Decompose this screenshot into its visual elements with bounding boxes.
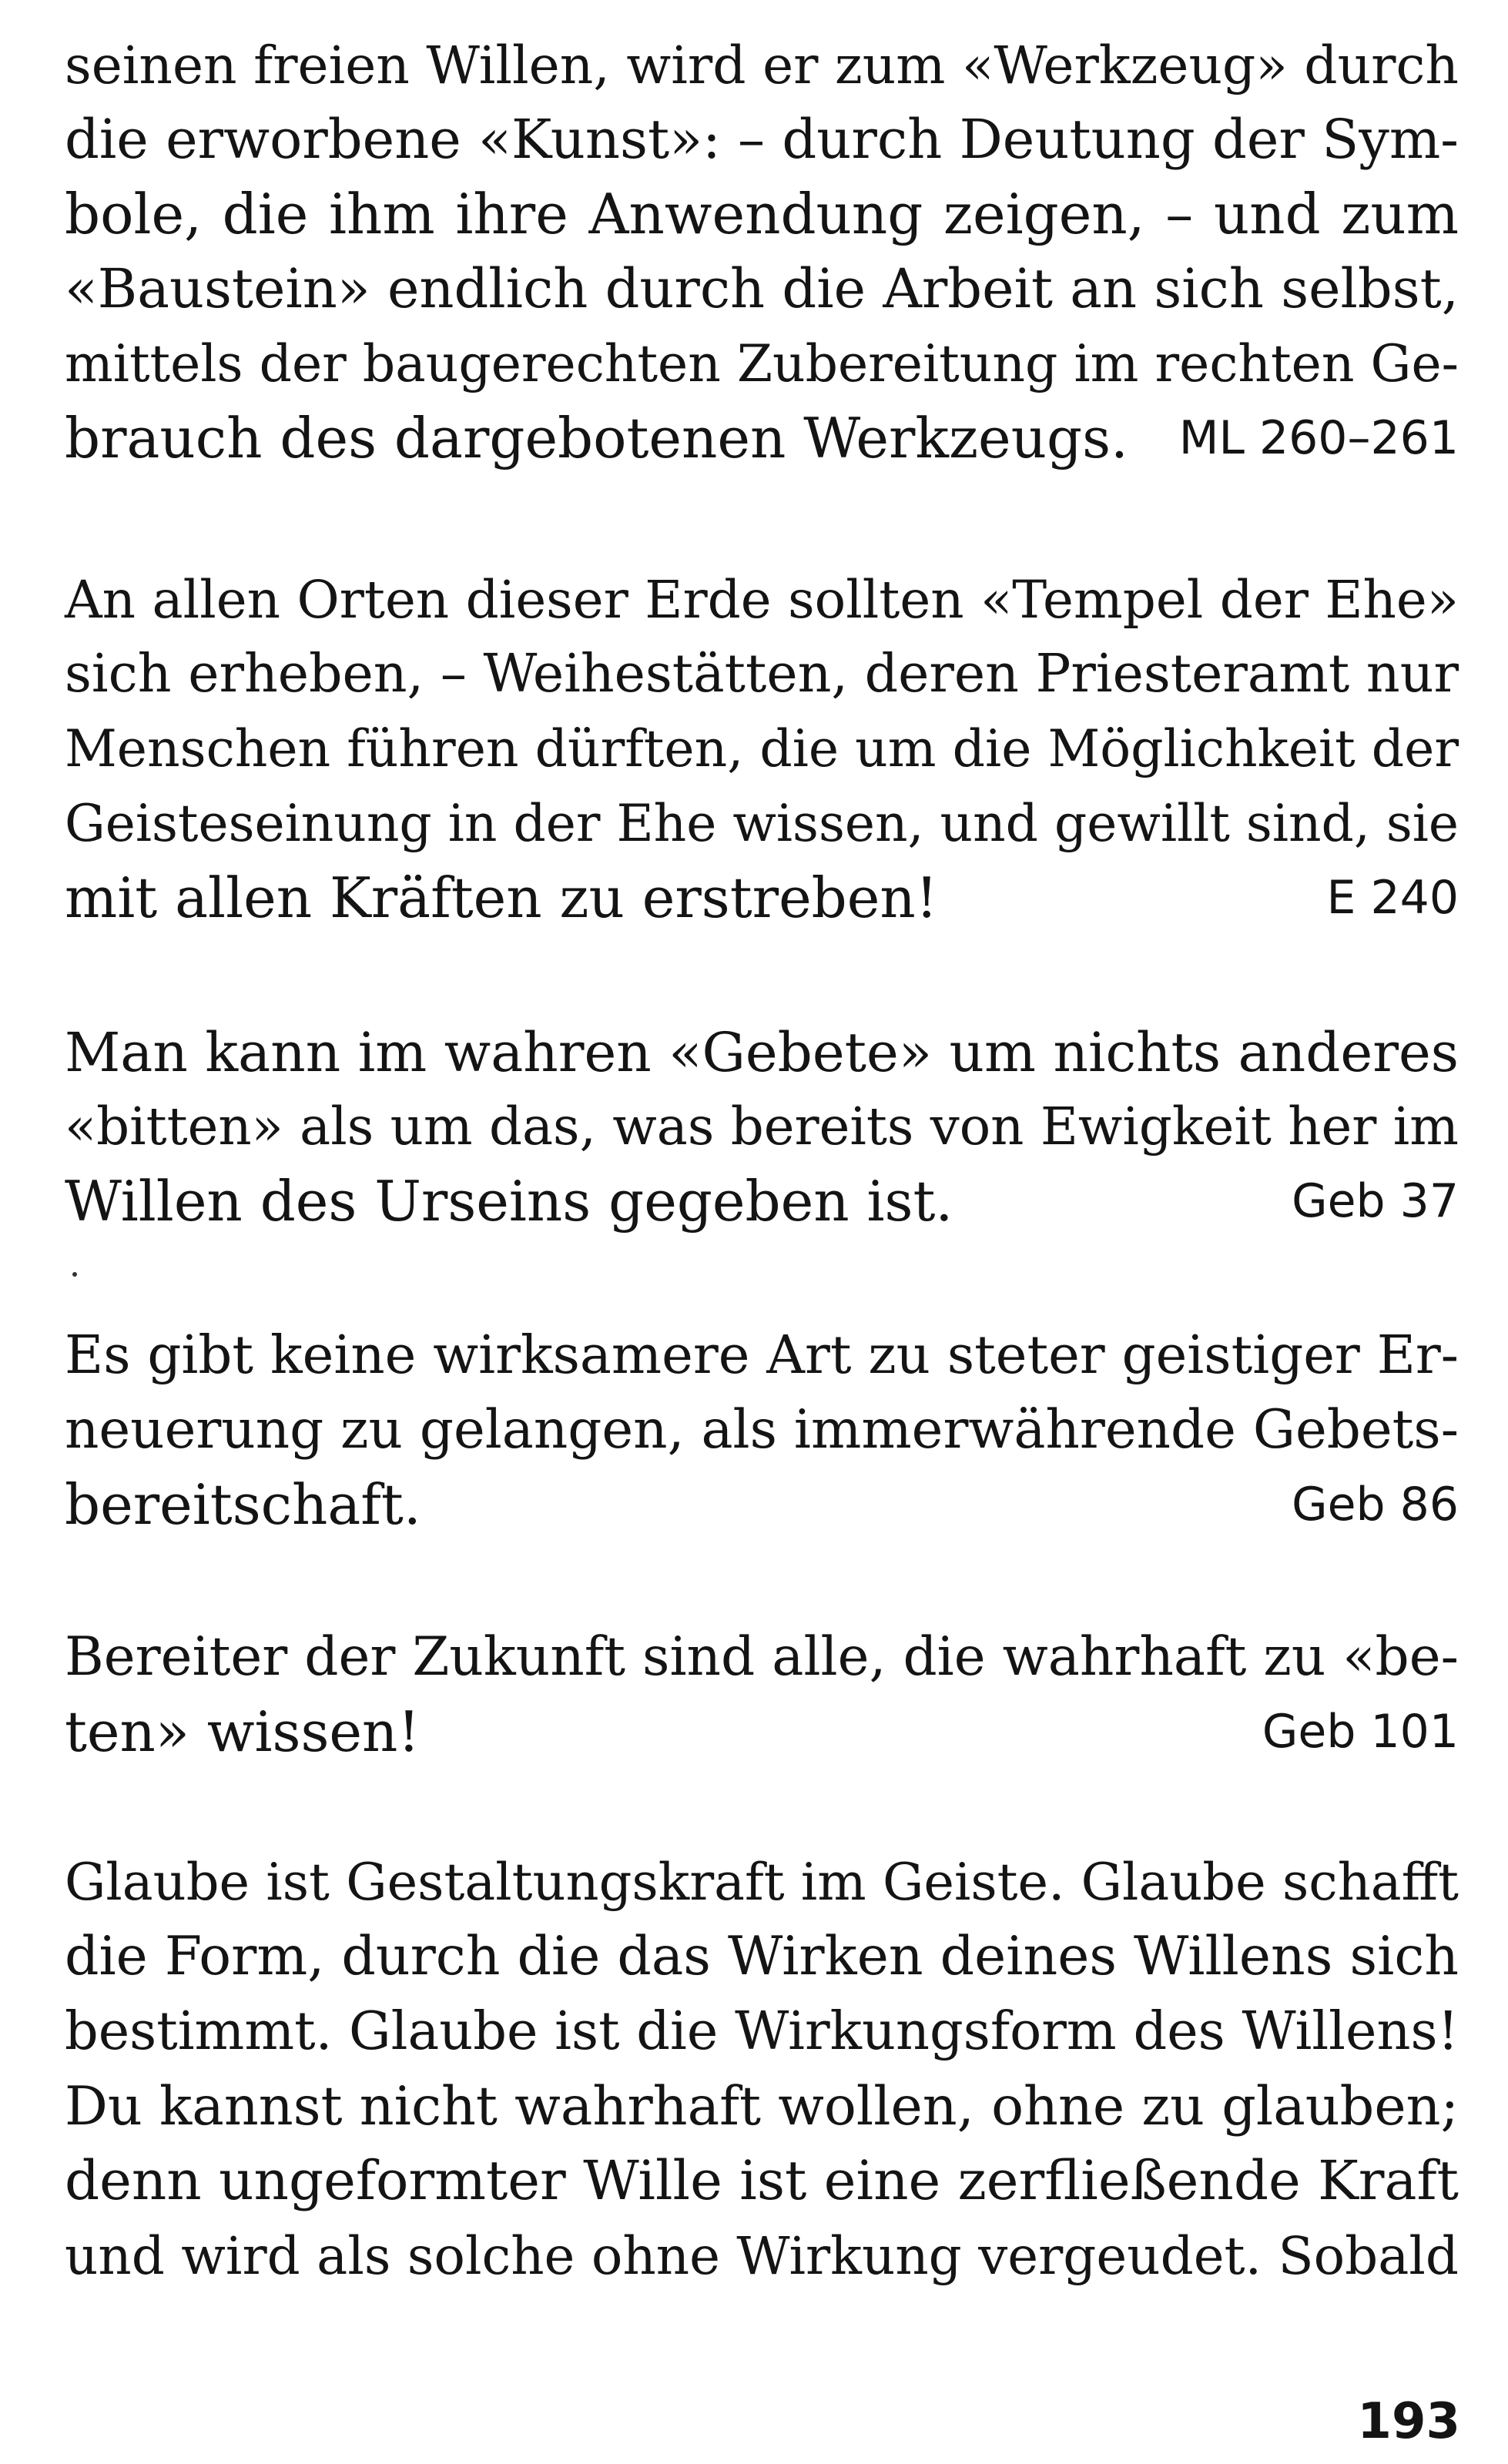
- text-line: Man kann im wahren «Gebete» um nichts anderes: [65, 1020, 1459, 1084]
- text-line: bereitschaft.: [65, 1472, 421, 1537]
- last-line: [65, 1468, 1459, 1542]
- quote-entry: [65, 28, 1459, 476]
- source-reference: ML 260–261: [1178, 411, 1459, 465]
- page-number: 193: [1357, 2393, 1460, 2450]
- text-line: sich erheben, – Weihestätten, deren Priesteramt nur: [65, 644, 1459, 705]
- last-line: [65, 401, 1459, 476]
- text-line: mit allen Kräften zu erstreben!: [65, 865, 938, 930]
- text-line: und wird als solche ohne Wirkung vergeudet. Sobald: [65, 2225, 1459, 2286]
- text-line: «bitten» als um das, was bereits von Ewigkeit her im: [65, 1096, 1459, 1157]
- source-reference: Geb 86: [1292, 1478, 1459, 1532]
- last-line: [65, 1164, 1459, 1239]
- text-line: Geisteseinung in der Ehe wissen, und gewillt sind, sie: [65, 794, 1459, 853]
- text-line: neuerung zu gelangen, als immerwährende Gebets-: [65, 1399, 1459, 1461]
- text-line: Bereiter der Zukunft sind alle, die wahrhaft zu «be-: [65, 1626, 1459, 1688]
- quote-entry: [65, 562, 1459, 936]
- text-line: Du kannst nicht wahrhaft wollen, ohne zu glauben;: [65, 2075, 1459, 2138]
- quote-entry: [65, 1845, 1459, 2293]
- quote-entry: [65, 1318, 1459, 1542]
- text-line: die Form, durch die das Wirken deines Willens sich: [65, 1926, 1459, 1987]
- quote-entry: [65, 1015, 1459, 1239]
- last-line: [65, 861, 1459, 936]
- source-reference: Geb 101: [1262, 1705, 1459, 1759]
- text-line: seinen freien Willen, wird er zum «Werkzeug» durch: [65, 35, 1459, 95]
- text-line: brauch des dargebotenen Werkzeugs.: [65, 406, 1128, 470]
- text-line: denn ungeformter Wille ist eine zerfließende Kraft: [65, 2149, 1459, 2212]
- text-line: bestimmt. Glaube ist die Wirkungsform des Willens!: [65, 2001, 1459, 2062]
- text-line: Menschen führen dürften, die um die Möglichkeit der: [65, 719, 1459, 778]
- text-line: Glaube ist Gestaltungskraft im Geiste. Glaube schafft: [65, 1852, 1459, 1912]
- last-line: [65, 1695, 1459, 1769]
- source-reference: Geb 37: [1292, 1174, 1459, 1228]
- text-line: An allen Orten dieser Erde sollten «Tempel der Ehe»: [65, 569, 1459, 630]
- print-speck: [72, 1272, 77, 1277]
- text-line: Es gibt keine wirksamere Art zu steter geistiger Er-: [65, 1324, 1459, 1386]
- text-line: mittels der baugerechten Zubereitung im rechten Ge-: [65, 334, 1459, 393]
- text-line: bole, die ihm ihre Anwendung zeigen, – und zum: [65, 182, 1459, 246]
- quote-entry: [65, 1620, 1459, 1769]
- text-line: die erworbene «Kunst»: – durch Deutung der Sym-: [65, 108, 1459, 171]
- source-reference: E 240: [1326, 871, 1459, 925]
- text-line: «Baustein» endlich durch die Arbeit an sich selbst,: [65, 257, 1459, 320]
- text-line: Willen des Urseins gegeben ist.: [65, 1169, 953, 1234]
- text-line: ten» wissen!: [65, 1699, 421, 1764]
